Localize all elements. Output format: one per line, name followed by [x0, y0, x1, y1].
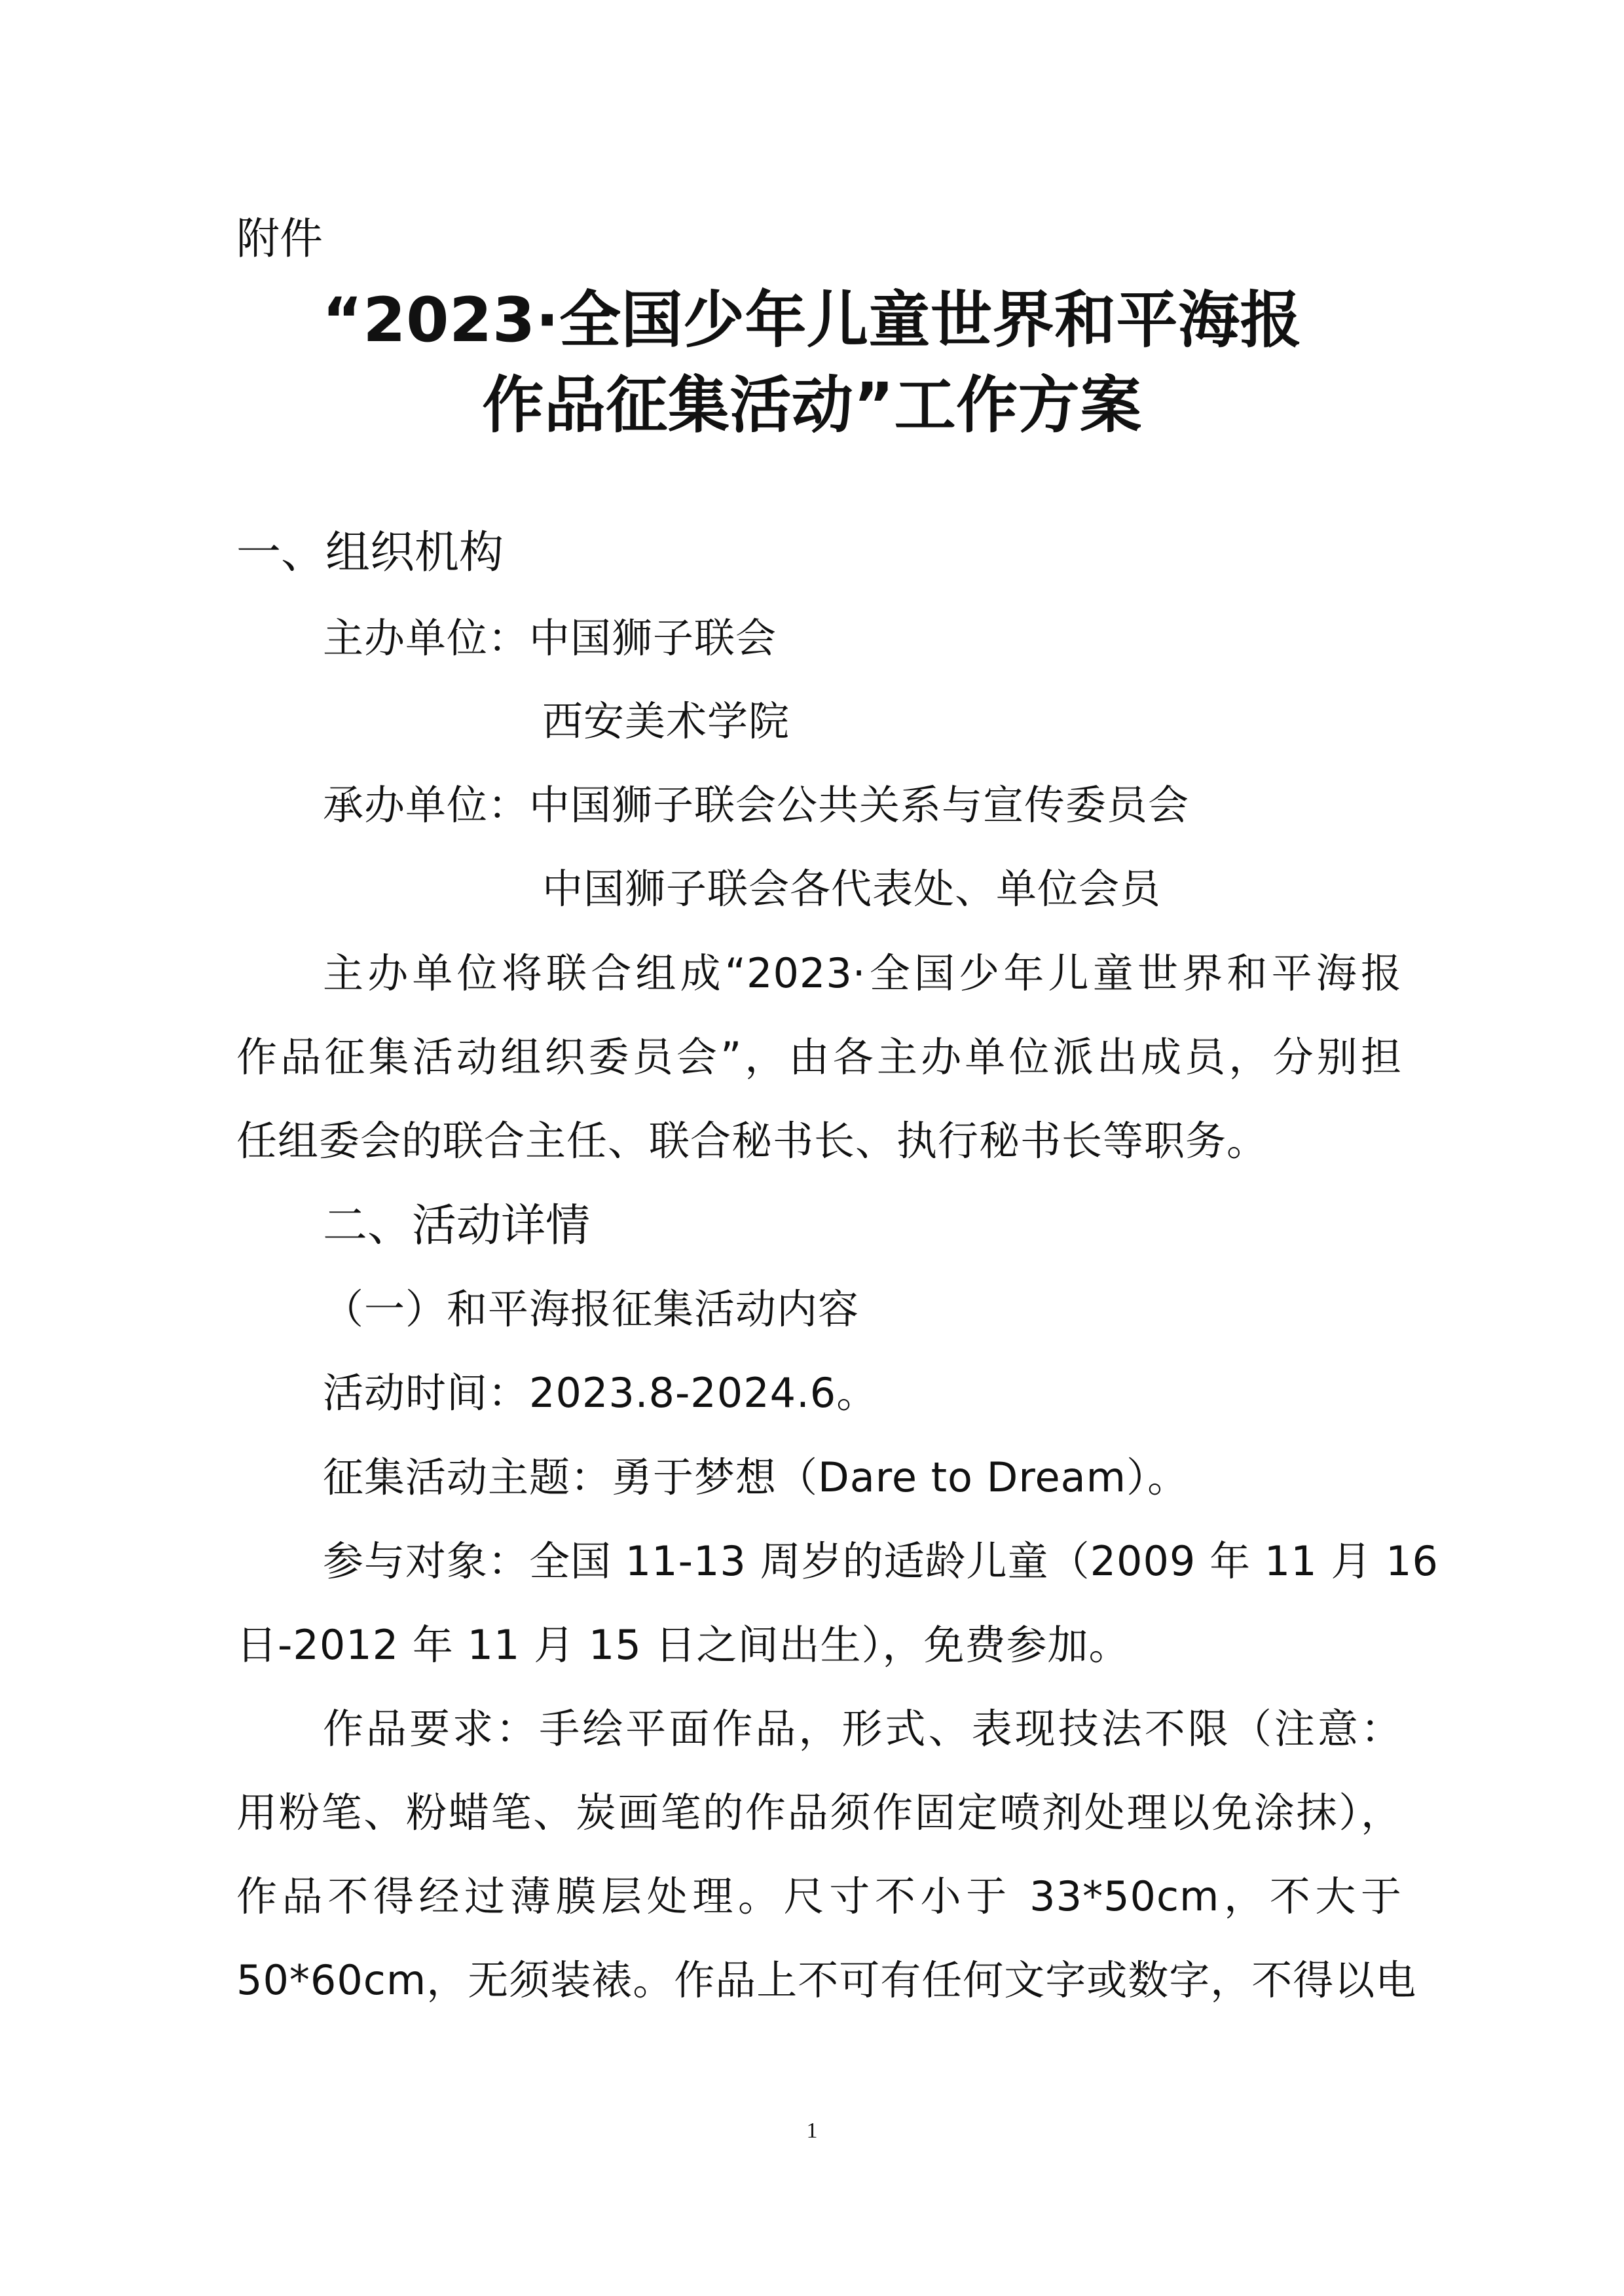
page-number: 1	[806, 2119, 818, 2143]
document-title-line-1: “2023·全国少年儿童世界和平海报	[322, 285, 1302, 356]
host-unit-org-1: 中国狮子联会	[529, 614, 777, 662]
section-1-heading: 一、组织机构	[236, 527, 504, 579]
organizer-unit-org-1: 中国狮子联会公共关系与宣传委员会	[529, 781, 1190, 829]
activity-time: 活动时间：2023.8-2024.6。	[323, 1369, 878, 1417]
section-2-heading: 二、活动详情	[323, 1200, 591, 1252]
organizer-unit-line	[323, 776, 1402, 835]
organizer-unit-label: 承办单位：	[323, 781, 530, 829]
document-title-line-2: 作品征集活动”工作方案	[482, 370, 1142, 441]
requirements-line-3: 作品不得经过薄膜层处理。尺寸不小于 33*50cm，不大于	[236, 1872, 1402, 1920]
subsection-1-heading: （一）和平海报征集活动内容	[323, 1285, 860, 1333]
attachment-label: 附件	[236, 213, 323, 264]
org-committee-paragraph-line-2: 作品征集活动组织委员会”，由各主办单位派出成员，分别担	[236, 1033, 1402, 1081]
requirements-line-4: 50*60cm，无须装裱。作品上不可有任何文字或数字，不得以电	[236, 1956, 1417, 2004]
participants-line-1: 参与对象：全国 11-13 周岁的适龄儿童（2009 年 11 月 16	[323, 1537, 1439, 1585]
requirements-line-1: 作品要求：手绘平面作品，形式、表现技法不限（注意：	[323, 1705, 1402, 1753]
requirements-line-2: 用粉笔、粉蜡笔、炭画笔的作品须作固定喷剂处理以免涂抹），	[236, 1789, 1402, 1836]
organizer-unit-org-2: 中国狮子联会各代表处、单位会员	[542, 865, 1162, 913]
participants-line-2: 日-2012 年 11 月 15 日之间出生），免费参加。	[236, 1621, 1130, 1669]
activity-theme: 征集活动主题：勇于梦想（Dare to Dream）。	[323, 1453, 1189, 1501]
host-unit-label: 主办单位：	[323, 614, 530, 662]
org-committee-paragraph-line-1: 主办单位将联合组成“2023·全国少年儿童世界和平海报	[323, 949, 1402, 997]
org-committee-paragraph-line-3: 任组委会的联合主任、联合秘书长、执行秘书长等职务。	[236, 1117, 1268, 1165]
host-unit-line	[323, 609, 1402, 668]
host-unit-org-2: 西安美术学院	[542, 697, 790, 745]
